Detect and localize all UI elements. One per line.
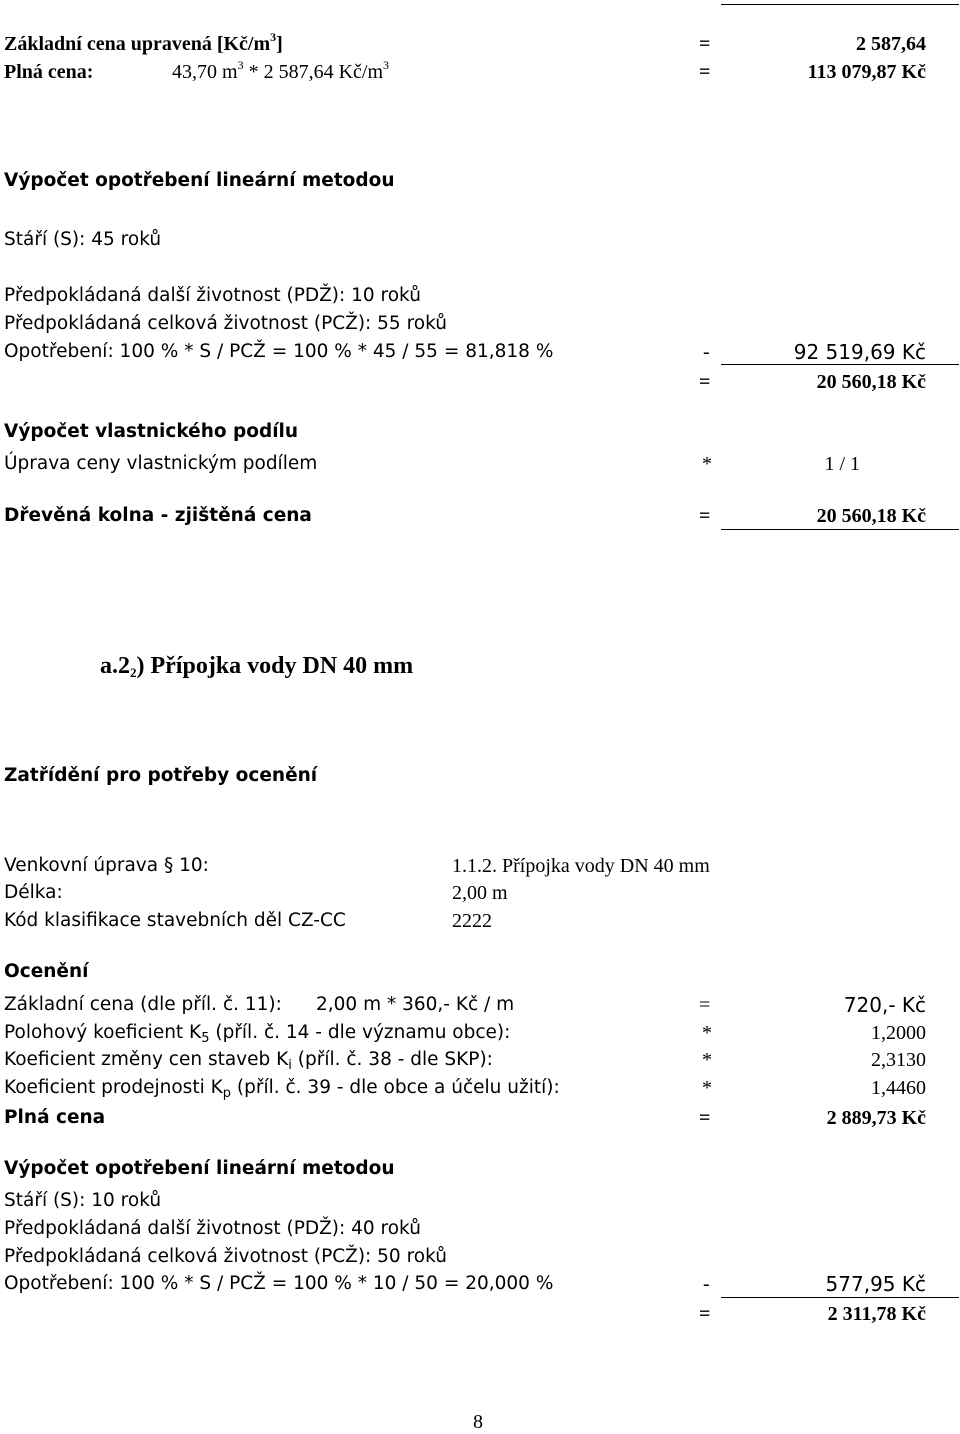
zakladni-cena-upravena-label: Základní cena upravená $[Kč/m^3]$ [4,30,283,55]
delka-value: 2,00 m [452,882,508,904]
final-rule-1 [721,529,959,530]
vypocet-vlastnickeho-podilu-title: Výpočet vlastnického podílu [4,421,299,442]
result-2-operator: = [699,1303,711,1325]
vypocet-opotrebeni-title-1: Výpočet opotřebení lineární metodou [4,170,395,191]
subtotal-rule-2 [721,1297,959,1298]
kod-value: 2222 [452,910,492,932]
opotrebeni-1: Opotřebení: 100 % * S / PCŽ = 100 % * 45 / 55 = 81,818 % [4,341,554,362]
zatrideni-title: Zatřídění pro potřeby ocenění [4,765,318,786]
subtotal-1-value: 20 560,18 Kč [816,371,926,393]
plna-cena-2-operator: = [699,1107,711,1129]
polohovy-koeficient-operator: * [702,1022,712,1044]
drevena-kolna-label: Dřevěná kolna - zjištěná cena [4,505,312,526]
plna-cena-label: Plná cena: [4,61,94,83]
venkovni-uprava-value: 1.1.2. Přípojka vody DN 40 mm [452,855,710,877]
delka-label: Délka: [4,882,63,903]
plna-cena-value: 113 079,87 Kč [807,61,926,83]
opotrebeni-2-value: 577,95 Kč [825,1272,926,1296]
drevena-kolna-value: 20 560,18 Kč [816,505,926,527]
opotrebeni-1-operator: - [703,341,710,363]
plna-cena-2-label: Plná cena [4,1107,106,1128]
zakladni-cena-formula: 2,00 m * 360,- Kč / m [316,994,515,1015]
pcz-1: Předpokládaná celková životnost (PCŽ): 55 roků [4,313,447,334]
vypocet-opotrebeni-title-2: Výpočet opotřebení lineární metodou [4,1158,395,1179]
venkovni-uprava-label: Venkovní úprava § 10: [4,855,209,876]
koeficient-prodejnosti-value: 1,4460 [871,1077,926,1099]
pdz-1: Předpokládaná další životnost (PDŽ): 10 roků [4,285,421,306]
plna-cena-2-value: 2 889,73 Kč [826,1107,926,1129]
zakladni-cena-upravena-operator: = [699,33,711,55]
polohovy-koeficient: Polohový koeficient $K_5$ (příl. č. 14 - dle významu obce): [4,1022,511,1046]
koeficient-zmeny-cen: Koeficient změny cen staveb $K_i$ (příl. č. 38 - dle SKP): [4,1049,493,1073]
opotrebeni-1-value: 92 519,69 Kč [793,340,926,364]
pdz-2: Předpokládaná další životnost (PDŽ): 40 roků [4,1218,421,1239]
subtotal-rule-1 [721,364,959,365]
uprava-ceny: Úprava ceny vlastnickým podílem [4,453,318,474]
plna-cena-formula: 43,70 $m^3 * 2$ 587,64 $Kč/m^3$ [172,58,389,83]
koeficient-prodejnosti: Koeficient prodejnosti $K_p$ (příl. č. 39 - dle obce a účelu užití): [4,1077,560,1101]
plna-cena-operator: = [699,61,711,83]
zakladni-cena-value: 720,- Kč [843,993,926,1017]
zakladni-cena-operator: = [699,994,711,1016]
section-heading: $a.2_2$) Přípojka vody DN 40 mm [100,653,414,680]
stari-1: Stáří (S): 45 roků [4,229,162,250]
zakladni-cena-label: Základní cena (dle příl. č. 11): [4,994,282,1015]
koeficient-zmeny-cen-value: 2,3130 [871,1049,926,1071]
drevena-kolna-operator: = [699,505,711,527]
uprava-ceny-operator: * [702,453,712,475]
oceneni-title: Ocenění [4,961,89,982]
kod-label: Kód klasifikace stavebních děl CZ-CC [4,910,346,931]
result-2-value: 2 311,78 Kč [827,1303,926,1325]
koeficient-prodejnosti-operator: * [702,1077,712,1099]
pcz-2: Předpokládaná celková životnost (PCŽ): 50 roků [4,1246,447,1267]
opotrebeni-2: Opotřebení: 100 % * S / PCŽ = 100 % * 10 / 50 = 20,000 % [4,1273,554,1294]
zakladni-cena-upravena-value: 2 587,64 [856,33,926,55]
opotrebeni-2-operator: - [703,1273,710,1295]
polohovy-koeficient-value: 1,2000 [871,1022,926,1044]
top-rule [721,4,959,5]
koeficient-zmeny-cen-operator: * [702,1049,712,1071]
page-number: 8 [473,1411,483,1433]
stari-2: Stáří (S): 10 roků [4,1190,162,1211]
subtotal-1-operator: = [699,371,711,393]
uprava-ceny-value: 1 / 1 [824,453,860,475]
